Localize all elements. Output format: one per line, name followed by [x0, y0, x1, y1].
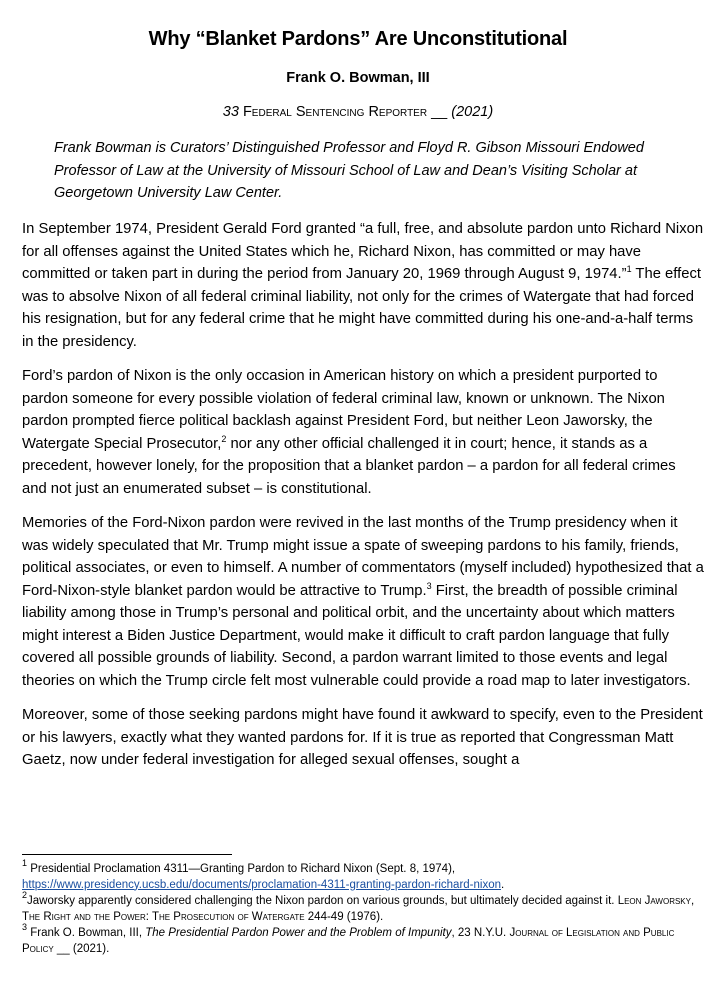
footnote-2-book: Leon Jaworsky, The Right and the Power: The Prosecution of Watergate: [22, 895, 695, 923]
paragraph-3-text-a: Memories of the Ford-Nixon pardon were revived in the last months of the Trump presidency when it was widely speculated that Mr. Trump might issue a spate of sweeping pardons to his family, friends, political associates, or even to himself. A number of commentators (myself included) hypothesized that a Ford-Nixon-style blanket pardon would be attractive to Trump.: [22, 515, 704, 599]
citation-volume: 33: [222, 104, 239, 120]
citation-page-blank: __: [431, 104, 448, 120]
document-title: Why “Blanket Pardons” Are Unconstitutional: [148, 28, 568, 50]
footnote-ref-3[interactable]: 3: [426, 580, 432, 591]
paragraph-1-text-a: In September 1974, President Gerald Ford granted “a full, free, and absolute pardon unto Richard Nixon for all offenses against the United States which he, Richard Nixon, has committed or may have committed or taken part in during the period from January 20, 1969 through August 9, 1974.”: [22, 221, 704, 282]
citation-journal: Federal Sentencing Reporter: [242, 104, 428, 120]
footnote-3-suffix: III: [129, 927, 139, 939]
footnote-2-pages: 244-49 (1976).: [304, 910, 384, 923]
footnote-2: [22, 890, 706, 925]
footnote-1-text: Presidential Proclamation 4311—Granting Pardon to Richard Nixon (Sept. 8, 1974),: [27, 863, 456, 875]
footnote-3-text-a: Frank O. Bowman,: [27, 927, 130, 939]
paragraph-1: [22, 218, 704, 353]
author-name: Frank O. Bowman, III: [286, 70, 430, 86]
paragraph-3: [22, 512, 704, 692]
footnote-3-number: 3: [22, 922, 28, 932]
footnote-ref-2[interactable]: 2: [221, 433, 227, 444]
footnote-3-text-c: , 23 N.Y.U.: [451, 927, 510, 939]
footnote-2-number: 2: [22, 890, 28, 900]
author-bio: Frank Bowman is Curators’ Distinguished Professor and Floyd R. Gibson Missouri Endowed Professor of Law at the University of Missouri School of Law and Dean’s Visiting Scholar at Georgetown University Law Center.: [54, 140, 644, 201]
paragraph-2-text-a: Ford’s pardon of Nixon is the only occasion in American history on which a president purported to pardon someone for every possible violation of federal criminal law, known or unknown. The Nixon pardon prompted fierce political backlash against President Ford, but neither Leon Jaworsky, the Watergate Special Prosecutor,: [22, 368, 665, 452]
footnote-separator: [22, 854, 232, 855]
footnote-1-link[interactable]: https://www.presidency.ucsb.edu/documents/proclamation-4311-granting-pardon-richard-nixon: [22, 878, 501, 891]
footnote-1-number: 1: [22, 858, 28, 868]
paragraph-2-text-b: nor any other official challenged it in court; hence, it stands as a precedent, however lonely, for the proposition that a blanket pardon – a pardon for all federal crimes and not just an enumerated subset – is constitutional.: [22, 435, 676, 497]
footnote-1-trail: .: [501, 878, 505, 891]
footnote-3-journal: Journal of Legislation and Public Policy: [22, 927, 675, 955]
footnote-ref-1[interactable]: 1: [626, 264, 632, 274]
footnote-1: [22, 858, 706, 893]
citation-line: [0, 104, 716, 120]
citation-year: (2021): [451, 104, 494, 120]
footnote-3: [22, 922, 706, 957]
footnote-2-text: Jaworsky apparently considered challenging the Nixon pardon on various grounds, but ultimately decided against it.: [27, 895, 618, 907]
paragraph-1-text-b: The effect was to absolve Nixon of all federal criminal liability, not only for the crimes of Watergate that had forced his resignation, but for any federal crime that he might have committed during his one-and-a-half terms in the presidency.: [22, 266, 701, 350]
body-text: [22, 218, 704, 784]
paragraph-3-text-b: First, the breadth of possible criminal liability among those in Trump’s personal and political orbit, and the uncertainty about which matters might interest a Biden Justice Department, would make it difficult to craft pardon language that fully covered all possible grounds of liability. Second, a pardon warrant limited to those events and legal theories on which the Trump circle felt most vulnerable could provide a road map to later investigators.: [22, 582, 691, 689]
footnote-3-text-d: __ (2021).: [53, 942, 110, 955]
paragraph-2: [22, 365, 704, 500]
footnote-3-article: The Presidential Pardon Power and the Problem of Impunity: [145, 927, 452, 939]
footnote-3-text-b: ,: [138, 927, 146, 939]
paragraph-4: Moreover, some of those seeking pardons might have found it awkward to specify, even to the President or his lawyers, exactly what they wanted pardons for. If it is true as reported that Congressman Matt Gaetz, now under federal investigation for alleged sexual offenses, sought a: [22, 707, 703, 768]
footnotes: [22, 858, 706, 958]
